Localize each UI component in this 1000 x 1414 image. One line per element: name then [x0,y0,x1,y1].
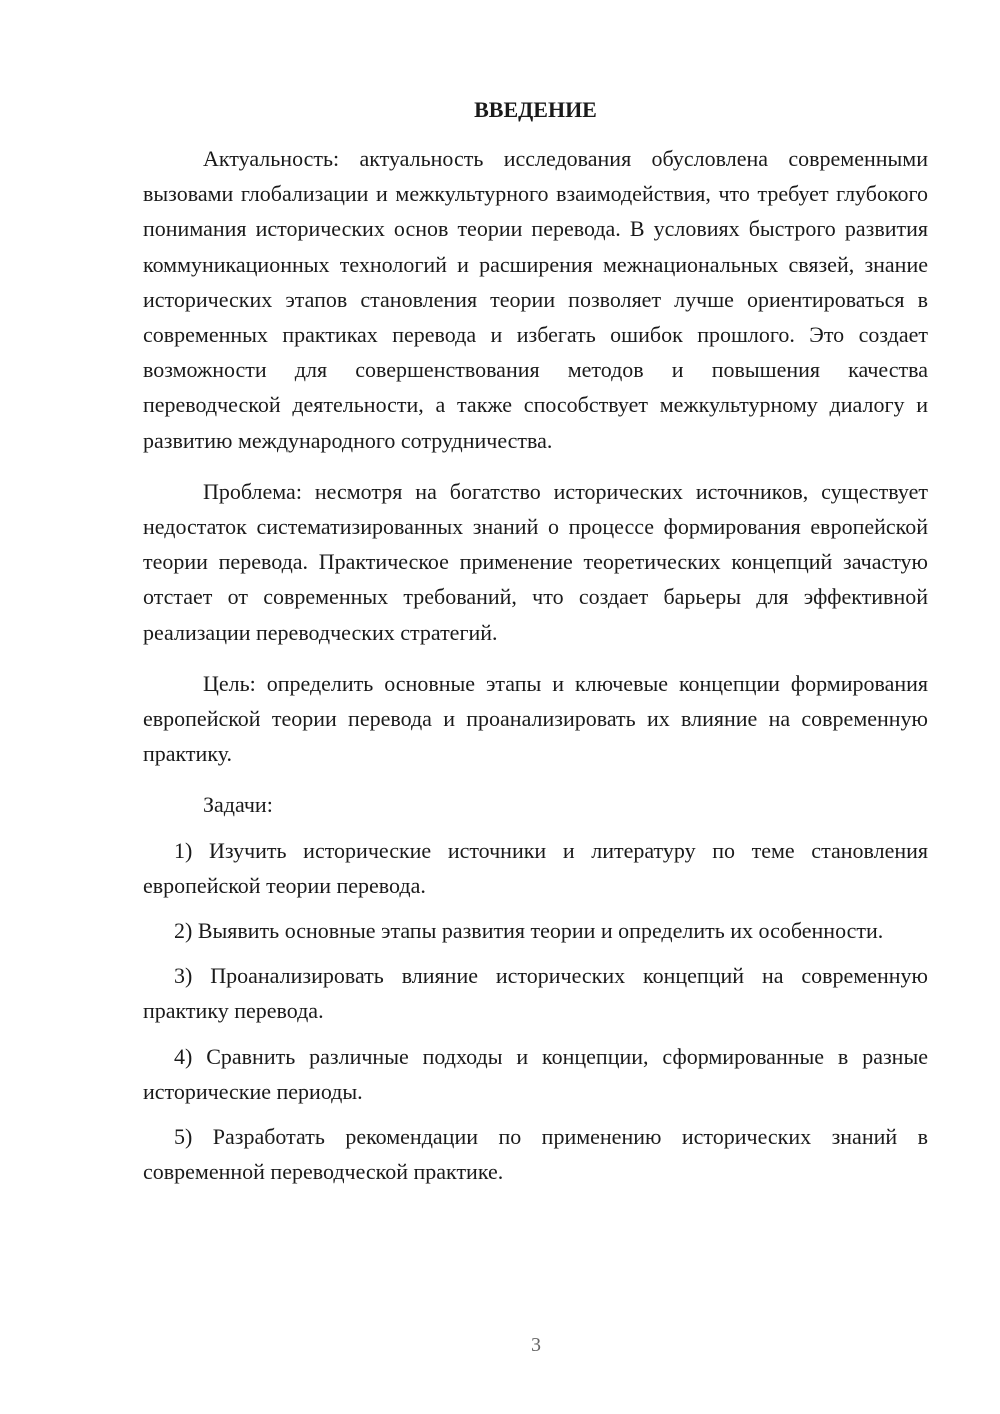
section-heading: ВВЕДЕНИЕ [474,97,597,122]
task-item-3: 3) Проанализировать влияние исторических концепций на современную практику перевода. [143,963,928,1024]
tasks-label: Задачи: [203,792,273,818]
problem-paragraph: Проблема: несмотря на богатство исторических источников, существует недостаток систематизированных знаний о процессе формирования европейской теории перевода. Практическое применение теоретических концепций зачастую отстает от современных требований, что создает барьеры для эффективной реализации переводческих стратегий. [143,478,928,645]
goal-paragraph: Цель: определить основные этапы и ключевые концепции формирования европейской теории перевода и проанализировать их влияние на современную практику. [143,670,928,767]
task-item-5: 5) Разработать рекомендации по применению исторических знаний в современной переводческой практике. [143,1124,928,1185]
relevance-paragraph: Актуальность: актуальность исследования обусловлена современными вызовами глобализации и межкультурного взаимодействия, что требует глубокого понимания исторических основ теории перевода. В условиях быстрого развития коммуникационных технологий и расширения межнациональных связей, знание исторических этапов становления теории позволяет лучше ориентироваться в современных практиках перевода и избегать ошибок прошлого. Это создает возможности для совершенствования методов и повышения качества переводческой деятельности, а также способствует межкультурному диалогу и развитию международного сотрудничества. [143,146,928,453]
tasks-list [143,833,928,1190]
task-item-2: 2) Выявить основные этапы развития теории и определить их особенности. [174,918,884,944]
page-number: 3 [531,1334,541,1356]
task-item-4: 4) Сравнить различные подходы и концепции, сформированные в разные исторические периоды. [143,1043,928,1104]
task-item-1: 1) Изучить исторические источники и литературу по теме становления европейской теории перевода. [143,837,928,898]
document-page [143,92,928,1189]
